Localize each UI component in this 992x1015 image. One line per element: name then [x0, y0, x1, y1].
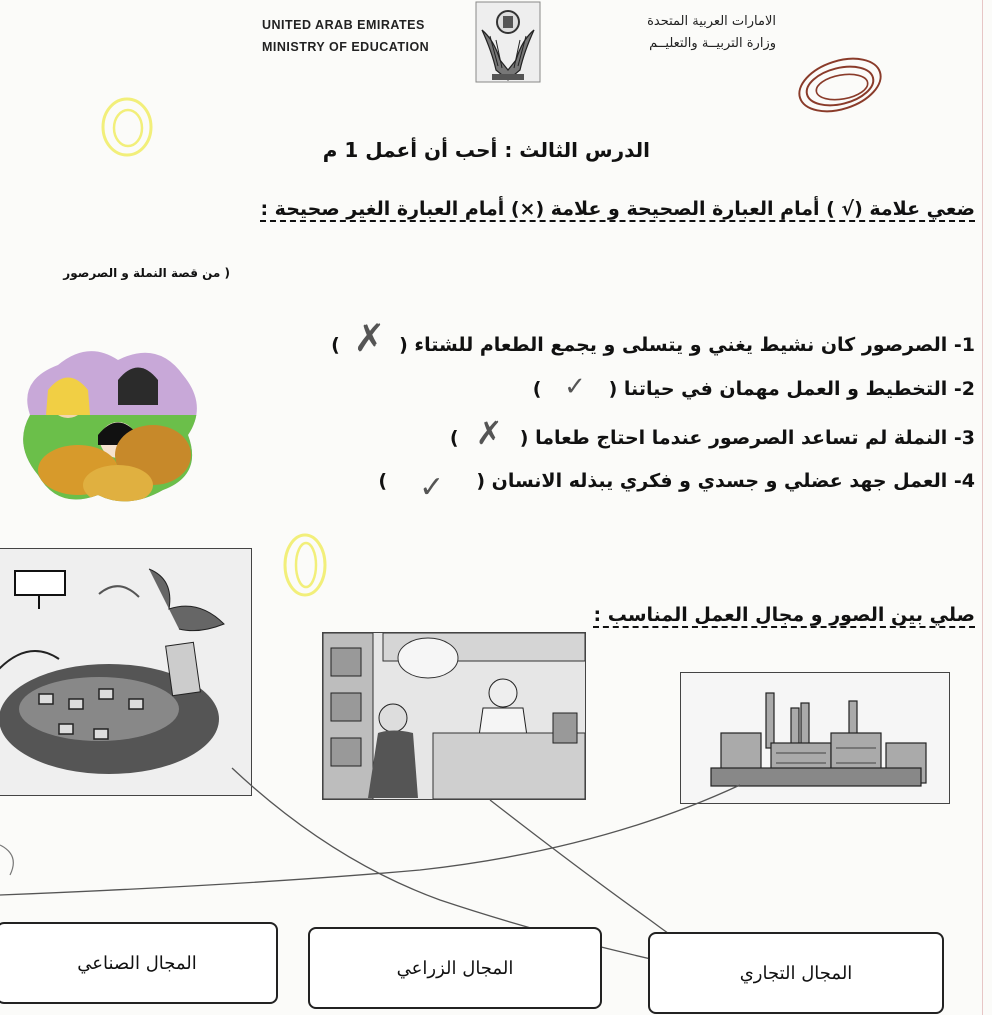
- question-3-number: 3-: [953, 427, 975, 449]
- question-1-number: 1-: [953, 334, 975, 356]
- question-2-text: التخطيط و العمل مهمان في حياتنا (: [608, 378, 948, 400]
- question-4-close: ): [378, 470, 388, 492]
- question-4-mark[interactable]: ✓: [419, 470, 445, 505]
- yellow-scribble-icon-2: [270, 525, 340, 605]
- agricultural-field-box[interactable]: المجال الزراعي: [308, 927, 602, 1009]
- question-3-text: النملة لم تساعد الصرصور عندما احتاج طعاما (: [519, 427, 948, 449]
- question-4: [345, 470, 975, 505]
- question-2-mark[interactable]: ✓: [564, 372, 586, 402]
- agriculture-picture[interactable]: [0, 548, 252, 796]
- question-1: [285, 316, 975, 360]
- brown-scribble-icon: [790, 50, 890, 120]
- header-ar-line1: الامارات العربية المتحدة: [647, 14, 776, 29]
- question-1-mark[interactable]: ✗: [353, 316, 386, 360]
- header-ar-line2: وزارة التربيــة والتعليــم: [649, 36, 776, 51]
- uae-emblem-icon: [474, 0, 542, 86]
- industrial-field-box[interactable]: المجال الصناعي: [0, 922, 278, 1004]
- header-en-line2: MINISTRY OF EDUCATION: [262, 40, 430, 54]
- factory-picture[interactable]: [680, 672, 950, 804]
- line-factory-to-industrial: [0, 785, 740, 895]
- commercial-field-box[interactable]: المجال التجاري: [648, 932, 944, 1014]
- section2-instruction: صلي بين الصور و مجال العمل المناسب :: [593, 604, 975, 626]
- yellow-scribble-icon: [92, 92, 162, 162]
- story-label: ( من قصة النملة و الصرصور: [63, 266, 230, 280]
- question-4-number: 4-: [953, 470, 975, 492]
- question-1-close: ): [331, 334, 340, 356]
- question-1-text: الصرصور كان نشيط يغني و يتسلى و يجمع الطعام للشتاء (: [399, 334, 948, 356]
- question-3: [375, 414, 975, 452]
- lesson-title: الدرس الثالث : أحب أن أعمل 1 م: [322, 138, 650, 162]
- question-4-text: العمل جهد عضلي و جسدي و فكري يبذله الانسان (: [476, 470, 948, 492]
- princesses-picture: [18, 345, 203, 505]
- shop-picture[interactable]: [322, 632, 586, 800]
- header-en-line1: UNITED ARAB EMIRATES: [262, 18, 425, 32]
- page-margin-line: [982, 0, 983, 1015]
- question-3-mark[interactable]: ✗: [475, 414, 503, 452]
- question-2: [495, 372, 975, 402]
- section1-instruction: ضعي علامة (√ ) أمام العبارة الصحيحة و علامة (×) أمام العبارة الغير صحيحة :: [260, 198, 975, 220]
- question-3-close: ): [449, 427, 459, 449]
- question-2-close: ): [532, 378, 542, 400]
- question-2-number: 2-: [953, 378, 975, 400]
